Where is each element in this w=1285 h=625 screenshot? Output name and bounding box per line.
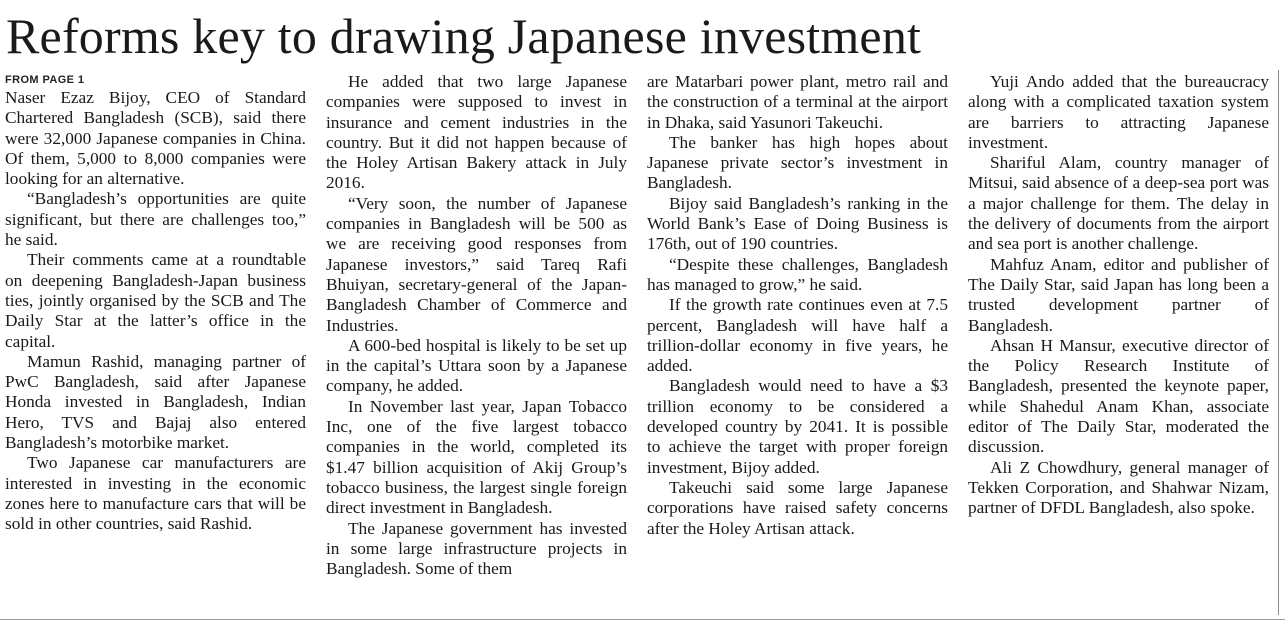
paragraph: Bijoy said Bangladesh’s ranking in the World Bank’s Ease of Doing Business is 176th, out of 190 countries. [647, 193, 948, 254]
paragraph: He added that two large Japanese companies were supposed to invest in insurance and cement industries in the country. But it did not happen because of the Holey Artisan Bakery attack in July 2016. [326, 72, 627, 193]
paragraph: “Bangladesh’s opportunities are quite significant, but there are challenges too,” he said. [5, 189, 306, 250]
bottom-rule [0, 619, 1285, 620]
paragraph: “Very soon, the number of Japanese companies in Bangladesh will be 500 as we are receiving good responses from Japanese investors,” said Tareq Rafi Bhuiyan, secretary-general of the Japan-Bangladesh Chamber of Commerce and Industries. [326, 193, 627, 335]
paragraph: “Despite these challenges, Bangladesh has managed to grow,” he said. [647, 254, 948, 294]
column-rule [1278, 70, 1279, 615]
paragraph: Two Japanese car manufacturers are interested in investing in the economic zones here to manufacture cars that will be sold in other countries, said Rashid. [5, 453, 306, 534]
article-column-4 [968, 72, 1269, 519]
paragraph: The banker has high hopes about Japanese private sector’s investment in Bangladesh. [647, 132, 948, 193]
paragraph: are Matarbari power plant, metro rail and the construction of a terminal at the airport in Dhaka, said Yasunori Takeuchi. [647, 72, 948, 132]
paragraph: Mamun Rashid, managing partner of PwC Bangladesh, said after Japanese Honda invested in Bangladesh, Indian Hero, TVS and Bajaj also entered Bangladesh’s motorbike market. [5, 351, 306, 453]
paragraph: In November last year, Japan Tobacco Inc, one of the five largest tobacco companies in the world, completed its $1.47 billion acquisition of Akij Group’s tobacco business, the largest single foreign direct investment in Bangladesh. [326, 396, 627, 518]
paragraph: The Japanese government has invested in some large infrastructure projects in Bangladesh. Some of them [326, 518, 627, 579]
paragraph: Bangladesh would need to have a $3 trillion economy to be considered a developed country by 2041. It is possible to achieve the target with proper foreign investment, Bijoy added. [647, 376, 948, 477]
continued-from-label: FROM PAGE 1 [5, 74, 85, 86]
article-column-1 [5, 72, 306, 535]
paragraph: Their comments came at a roundtable on deepening Bangladesh-Japan business ties, jointly organised by the SCB and The Daily Star at the latter’s office in the capital. [5, 250, 306, 351]
paragraph: Shariful Alam, country manager of Mitsui, said absence of a deep-sea port was a major challenge for them. The delay in the delivery of documents from the airport and sea port is another challenge. [968, 153, 1269, 254]
paragraph: Naser Ezaz Bijoy, CEO of Standard Chartered Bangladesh (SCB), said there were 32,000 Japanese companies in China. Of them, 5,000 to 8,000 companies were looking for an alternative. [5, 88, 306, 189]
article-column-2 [326, 72, 627, 579]
paragraph: Mahfuz Anam, editor and publisher of The Daily Star, said Japan has long been a trusted development partner of Bangladesh. [968, 254, 1269, 335]
paragraph: Ahsan H Mansur, executive director of the Policy Research Institute of Bangladesh, presented the keynote paper, while Shahedul Anam Khan, associate editor of The Daily Star, moderated the discussion. [968, 335, 1269, 457]
paragraph: Takeuchi said some large Japanese corporations have raised safety concerns after the Holey Artisan attack. [647, 477, 948, 538]
paragraph: A 600-bed hospital is likely to be set up in the capital’s Uttara soon by a Japanese company, he added. [326, 335, 627, 396]
paragraph: If the growth rate continues even at 7.5 percent, Bangladesh will have half a trillion-dollar economy in five years, he added. [647, 295, 948, 376]
article-column-3 [647, 72, 948, 539]
paragraph: Ali Z Chowdhury, general manager of Tekken Corporation, and Shahwar Nizam, partner of DFDL Bangladesh, also spoke. [968, 457, 1269, 518]
paragraph: Yuji Ando added that the bureaucracy along with a complicated taxation system are barriers to attracting Japanese investment. [968, 72, 1269, 152]
headline: Reforms key to drawing Japanese investment [6, 8, 922, 64]
